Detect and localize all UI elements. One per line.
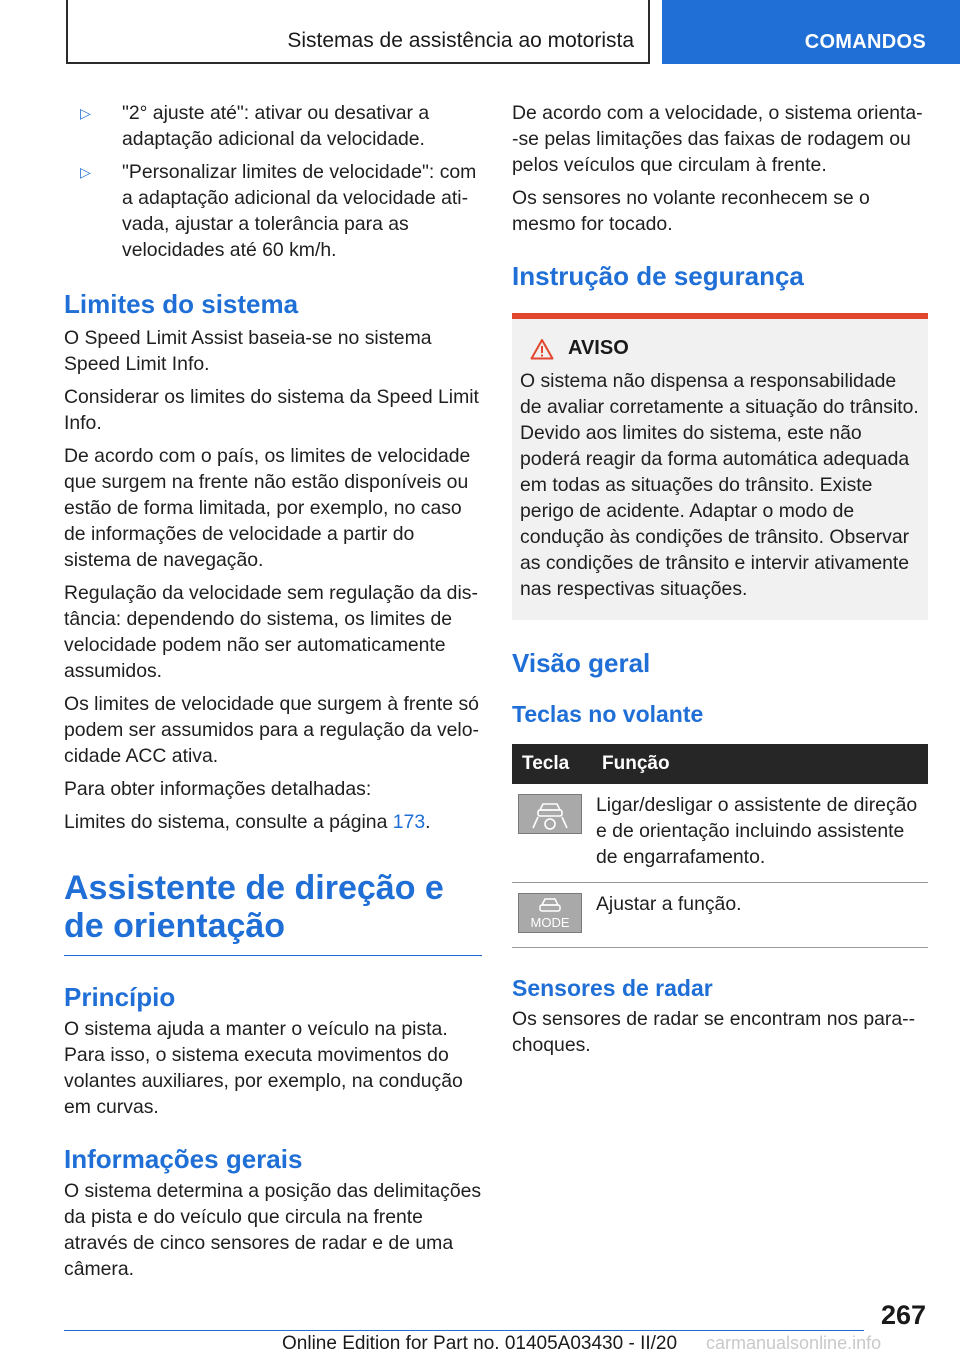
header-chapter-tab — [662, 0, 960, 64]
warning-triangle-icon — [530, 338, 554, 360]
table-row — [512, 883, 928, 948]
heading-divider — [64, 955, 482, 956]
paragraph: Os sensores de radar se encontram nos para--choques. — [512, 1008, 916, 1056]
buttons-heading: Teclas no volante — [512, 701, 704, 727]
header-section-title: Sistemas de assistência ao motorista — [287, 29, 634, 52]
paragraph: Os sensores no volante reconhecem se o mesmo for tocado. — [512, 187, 870, 235]
list-item: ▷ "Personalizar limites de velocidade": com a adaptação adicional da velocidade ativada, ajustar a tolerância para as velocidades até 60 km/h. — [80, 161, 477, 261]
mode-key-label: MODE — [530, 915, 570, 930]
paragraph: Para obter informações detalhadas: — [64, 778, 372, 800]
table-cell: Ajustar a função. — [596, 883, 928, 948]
footer-divider — [64, 1330, 864, 1331]
triangle-bullet-icon: ▷ — [80, 164, 91, 180]
warning-title: AVISO — [568, 337, 629, 359]
paragraph: Considerar os limites do sistema da Speed Limit Info. — [64, 386, 479, 434]
table-row — [512, 784, 928, 883]
safety-heading: Instrução de segurança — [512, 261, 804, 291]
warning-text: O sistema não dispensa a responsabilidade de avaliar corretamente a situação do trânsito. Devido aos limites do sistema, este não poderá reagir da forma automática adequada em todas as situações do trânsito. Existe perigo de acidente. Adaptar o modo de condução às condições de trânsito. Observar as condições de trânsito e intervir ativamente nas respectivas situações. — [520, 370, 919, 600]
paragraph: O sistema determina a posição das delimitações da pista e do veículo que circula na frente através de cinco sensores de radar e de uma câmera. — [64, 1180, 482, 1280]
mode-button-icon — [518, 893, 582, 933]
triangle-bullet-icon: ▷ — [80, 105, 91, 121]
page-link[interactable]: 173 — [392, 811, 426, 833]
paragraph: De acordo com o país, os limites de velocidade que surgem na frente não estão disponíveis ou estão de forma limitada, por exemplo, no caso de informações de velocidade a partir do sistema de navegação. — [64, 445, 471, 571]
table-header-function: Função — [596, 744, 928, 784]
table-cell: Ligar/desligar o assistente de direção e de orientação incluindo assistente de engarrafamento. — [596, 784, 928, 883]
warning-box — [512, 313, 928, 620]
principle-heading: Princípio — [64, 982, 176, 1012]
page-reference: Limites do sistema, consulte a página 173. — [64, 811, 431, 833]
paragraph: Regulação da velocidade sem regulação da distância: dependendo do sistema, os limites de velocidade podem não ser automaticamente assumidos. — [64, 582, 478, 682]
header-section-box — [66, 0, 650, 64]
paragraph: O Speed Limit Assist baseia-se no sistema Speed Limit Info. — [64, 327, 432, 375]
warning-header — [520, 337, 920, 360]
left-column — [64, 100, 482, 1289]
general-heading: Informações gerais — [64, 1144, 303, 1174]
overview-heading: Visão geral — [512, 648, 651, 678]
footer-edition: Online Edition for Part no. 01405A03430 - II/20 — [282, 1333, 678, 1354]
main-heading: Assistente de direção e de orientação — [64, 869, 444, 945]
table-header-row — [512, 744, 928, 784]
paragraph: Os limites de velocidade que surgem à frente só podem ser assumidos para a regulação da velocidade ACC ativa. — [64, 693, 479, 767]
paragraph: De acordo com a velocidade, o sistema orienta--se pelas limitações das faixas de rodagem ou pelos veículos que circulam à frente. — [512, 102, 923, 176]
right-column — [512, 100, 928, 1065]
header-chapter-title: COMANDOS — [804, 31, 926, 53]
buttons-table — [512, 744, 928, 948]
page-number: 267 — [880, 1300, 926, 1330]
limits-heading: Limites do sistema — [64, 289, 299, 319]
table-header-key: Tecla — [512, 744, 596, 784]
lane-assist-icon — [518, 794, 582, 834]
paragraph: O sistema ajuda a manter o veículo na pista. Para isso, o sistema executa movimentos do volantes auxiliares, por exemplo, na condução em curvas. — [64, 1018, 463, 1118]
list-item: ▷ "2° ajuste até": ativar ou desativar a adaptação adicional da velocidade. — [80, 102, 430, 150]
radar-heading: Sensores de radar — [512, 975, 713, 1001]
watermark: carmanualsonline.info — [706, 1333, 882, 1353]
